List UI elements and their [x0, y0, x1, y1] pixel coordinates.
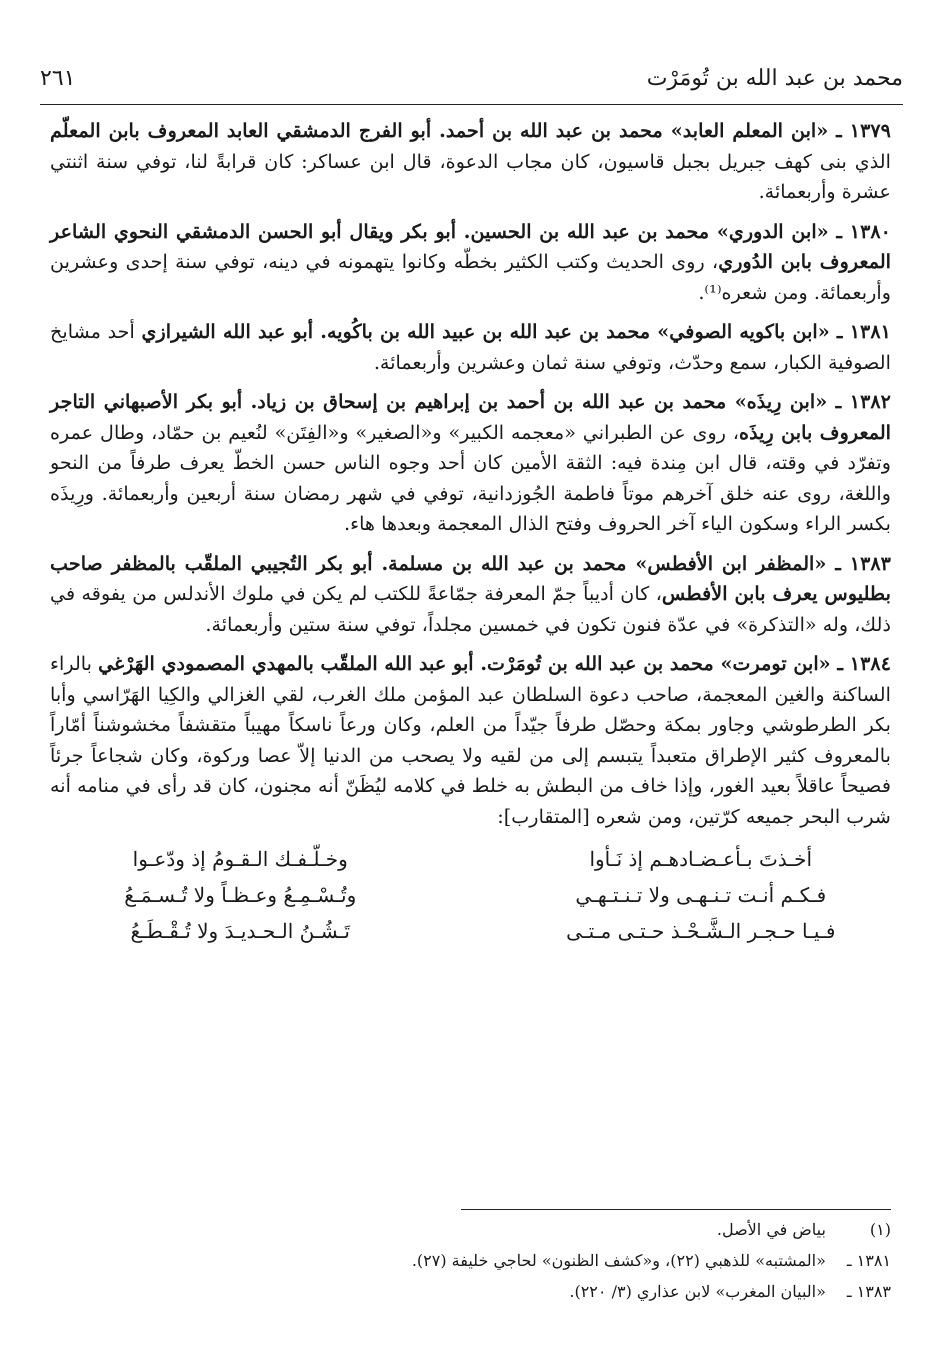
main-text [50, 116, 891, 949]
entry-1383 [50, 549, 891, 641]
entry-heading: ١٣٨٢ ـ «ابن رِيذَه» محمد بن عبد الله بن أحمد بن إبراهيم بن إسحاق بن زياد. أبو بكر الأصبهاني التاجر المعروف بابن رِيذَه [50, 390, 891, 444]
verse-second-hemistich: وتُـسْـمِـعُ وعـظـاً ولا تُـسـمَـعُ [124, 882, 357, 907]
entry-heading: ١٣٨٠ ـ «ابن الدوري» محمد بن عبد الله بن الحسين. أبو بكر ويقال أبو الحسن الدمشقي النحوي الشاعر المعروف بابن الدُوري [50, 219, 892, 273]
entry-body: ، روى عن الطبراني «معجمه الكبير» و«الصغير» و«الفِتَن» لنُعيم بن حمّاد، وطال عمره وتفرّد في وقته، قال ابن مِندة فيه: الثقة الأمين كان أحد وجوه الناس حسن الخطّ يعرف طرفاً من النحو واللغة، روى عنه خلق آخرهم موتاً فاطمة الجُوزدانية، توفي في شهر رمضان سنة أربعين وأربعمائة. ورِيذَه بكسر الراء وسكون الياء آخر الحروف وفتح الذال المعجمة وبعدها هاء. [50, 420, 891, 535]
entry-heading: ١٣٨١ ـ «ابن باكويه الصوفي» محمد بن عبد الله بن عبيد الله بن باكُويه. أبو عبد الله الشيرازي [141, 320, 891, 343]
entry-heading: ١٣٨٤ ـ «ابن تومرت» محمد بن عبد الله بن تُومَرْت. أبو عبد الله الملقّب بالمهدي المصمودي الهَرْغي [98, 652, 892, 675]
entry-heading: ١٣٨٣ ـ «المظفر ابن الأفطس» محمد بن عبد الله بن مسلمة. أبو بكر التُجيبي الملقّب بالمظفر صاحب بطليوس يعرف بابن الأفطس [50, 551, 892, 605]
poem-verse [50, 841, 891, 877]
entry-body: الذي بنى كهف جبريل بجبل قاسيون، كان مجاب الدعوة، قال ابن عساكر: كان قرابةً لنا، توفي سنة اثنتي عشرة وأربعمائة. [50, 149, 891, 203]
footnotes [300, 1214, 891, 1307]
footnote-mark: ١٣٨٣ ـ [846, 1282, 891, 1301]
footnote [300, 1276, 891, 1307]
footnote [300, 1245, 891, 1276]
verse-first-hemistich: أخـذتَ بـأعـضـادهـم إذ نَـأوا [589, 846, 813, 871]
entry-1379 [50, 116, 891, 208]
page-number: ٢٦١ [40, 65, 76, 91]
header-rule [40, 104, 903, 105]
footnote [300, 1214, 891, 1245]
footnote-text: بياض في الأصل. [716, 1220, 826, 1239]
entry-body: بالراء الساكنة والغين المعجمة، صاحب دعوة السلطان عبد المؤمن ملك الغرب، لقي الغزالي والكِيا الهَرّاسي وأبا بكر الطرطوشي وجاور بمكة وحصّل طرفاً جيّداً من العلم، وكان ورعاً ناسكاً مهيباً متقشفاً مخشوشناً أمّاراً بالمعروف كثير الإطراق متعبداً يتبسم إلى من لقيه ولا يصحب من الدنيا إلاّ عصا وركوة، وكان شجاعاً جرئاً فصيحاً عاقلاً بعيد الغور، وإذا خاف من البطش به خلط في كلامه ليُظَنّ أنه مجنون، كان قد رأى في منامه أنه شرب البحر جميعه كرّتين، ومن شعره [المتقارب]: [50, 652, 891, 828]
entry-1384 [50, 649, 891, 832]
verse-first-hemistich: فـيـا حـجـر الـشَّـحْـذ حـتـى مـتـى [566, 918, 836, 943]
verse-first-hemistich: فـكـم أنـت تـنـهـى ولا تـنـتـهـي [575, 882, 827, 907]
footnote-text: «البيان المغرب» لابن عذاري (٣/ ٢٢٠). [569, 1282, 826, 1301]
entry-heading: ١٣٧٩ ـ «ابن المعلم العابد» محمد بن عبد الله بن أحمد. أبو الفرج الدمشقي العابد المعروف بابن المعلّم [50, 119, 891, 142]
verse-second-hemistich: تَـشُـنُ الـحـديـدَ ولا تُـقْـطَـعُ [130, 918, 350, 943]
entry-body: ، كان أديباً جمّ المعرفة جمّاعةً للكتب لم يكن في ملوك الأندلس من يفوقه في ذلك، وله «التذكرة» في عدّة فنون تكون في خمسين مجلداً، توفي سنة ستين وأربعمائة. [50, 582, 891, 636]
footnote-rule [461, 1209, 891, 1210]
entry-body: أحد مشايخ الصوفية الكبار، سمع وحدّث، وتوفي سنة ثمان وعشرين وأربعمائة. [50, 320, 891, 374]
poem [50, 841, 891, 949]
running-head [40, 58, 903, 98]
verse-second-hemistich: وخـلّـفـك الـقـومُ إذ ودّعـوا [132, 846, 348, 871]
entry-1380 [50, 217, 891, 309]
entry-body: ، روى الحديث وكتب الكثير بخطّه وكانوا يتهمونه في دينه، توفي سنة إحدى وعشرين وأربعمائة. ومن شعره⁽¹⁾. [50, 250, 891, 304]
footnote-mark: (١) [869, 1220, 891, 1239]
entry-1381 [50, 317, 891, 378]
entry-1382 [50, 387, 891, 540]
footnote-text: «المشتبه» للذهبي (٢٢)، و«كشف الظنون» لحاجي خليفة (٢٧). [411, 1251, 826, 1270]
poem-verse [50, 913, 891, 949]
poem-verse [50, 877, 891, 913]
running-title: محمد بن عبد الله بن تُومَرْت [646, 65, 903, 91]
footnote-mark: ١٣٨١ ـ [846, 1251, 891, 1270]
